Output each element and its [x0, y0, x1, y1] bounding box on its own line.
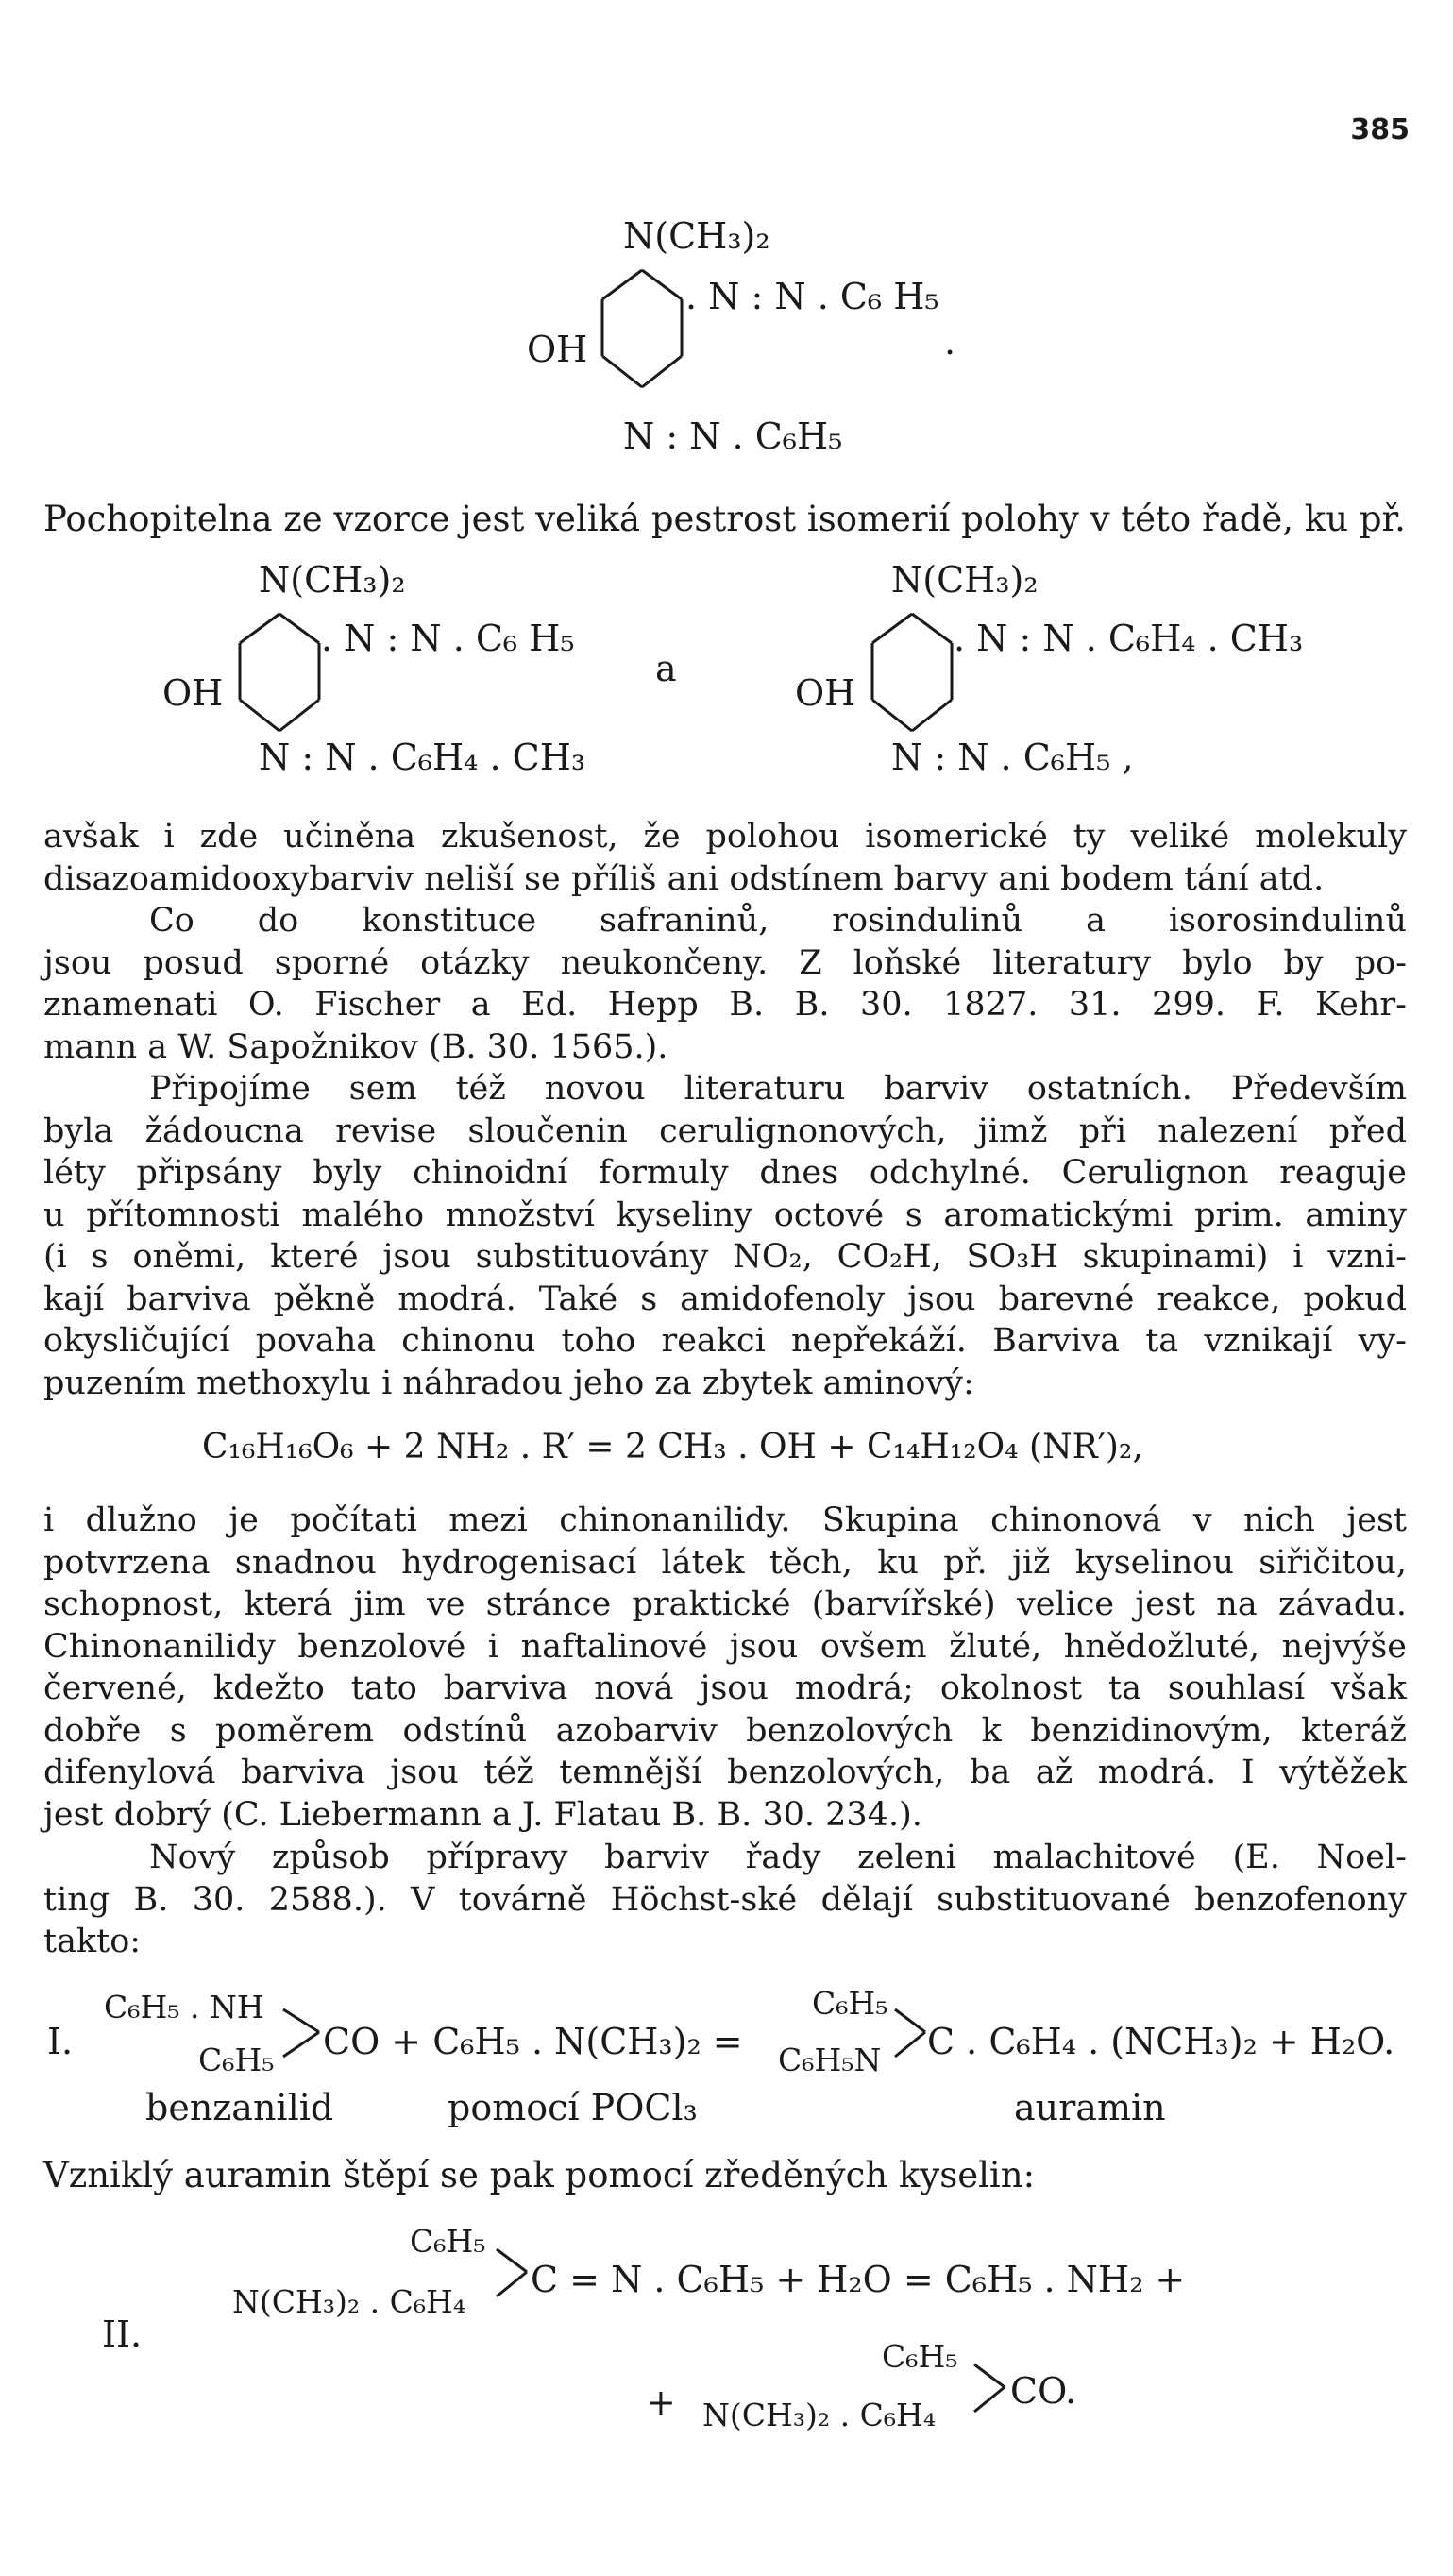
paragraph-2 [43, 816, 1407, 900]
text-line: puzením methoxylu i náhradou jeho za zbytek aminový: [43, 1364, 974, 1402]
text-line: byla žádoucna revise sloučenin cerulignonových, jimž při nalezení před [43, 1111, 1407, 1150]
reaction-1-label-reagent: pomocí POCl₃ [448, 2087, 698, 2128]
struct2-top: N(CH₃)₂ [259, 559, 406, 601]
paragraph-3 [43, 900, 1407, 1068]
reaction-1-label-product: auramin [1014, 2087, 1166, 2128]
struct1-dot: . [944, 321, 956, 363]
text-line: jsou posud sporné otázky neukončeny. Z loňské literatury bylo by po- [43, 943, 1407, 982]
reaction-2-line1-rest: C = N . C₆H₅ + H₂O = C₆H₅ . NH₂ + [531, 2259, 1186, 2300]
reaction-2-lhs-bottom: N(CH₃)₂ . C₆H₄ [232, 2283, 466, 2320]
struct1-bottom: N : N . C₆H₅ [623, 415, 843, 457]
reaction-2-product-plus: + [646, 2381, 676, 2423]
struct3-right: . N : N . C₆H₄ . CH₃ [954, 618, 1304, 659]
struct3-top: N(CH₃)₂ [891, 559, 1039, 601]
text-line: i dlužno je počítati mezi chinonanilidy. Skupina chinonová v nich jest [43, 1501, 1407, 1539]
text-line: léty připsány byly chinoidní formuly dnes odchylné. Cerulignon reaguje [43, 1154, 1407, 1192]
paragraph-6 [43, 1837, 1407, 1963]
struct2-right: . N : N . C₆ H₅ [321, 618, 575, 659]
reaction-2-product-top: C₆H₅ [882, 2338, 958, 2375]
reaction-1-rhs-top: C₆H₅ [812, 1985, 888, 2022]
struct1-left: OH [527, 329, 588, 370]
text-line: mann a W. Sapožnikov (B. 30. 1565.). [43, 1027, 668, 1066]
text-line: difenylová barviva jsou též temnější benzolových, ba až modrá. I výtěžek [43, 1754, 1407, 1791]
reaction-1-rhs-group: C . C₆H₄ . (NCH₃)₂ + H₂O. [927, 2021, 1395, 2062]
text-line: Chinonanilidy benzolové i naftalinové jsou ovšem žluté, hnědožluté, nejvýše [43, 1627, 1407, 1666]
text-line: Co do konstituce safraninů, rosindulinů a isorosindulinů [149, 902, 1407, 940]
struct3-bottom: N : N . C₆H₅ , [891, 737, 1134, 778]
text-line: Nový způsob přípravy barviv řady zeleni malachitové (E. Noel- [149, 1839, 1407, 1876]
text-line: (i s oněmi, které jsou substituovány NO₂, CO₂H, SO₃H skupinami) i vzni- [43, 1238, 1407, 1276]
reaction-1-rhs-bottom: C₆H₅N [778, 2042, 882, 2078]
text-line: disazoamidooxybarviv neliší se příliš ani odstínem barvy ani bodem tání atd. [43, 859, 1325, 898]
reaction-2-product-bracket [972, 2361, 1010, 2417]
struct1-right: . N : N . C₆ H₅ [685, 276, 939, 317]
conjunction-a: a [655, 648, 677, 689]
reaction-1-label-benzanilid: benzanilid [145, 2087, 334, 2128]
text-line: dobře s poměrem odstínů azobarviv benzolových k benzidinovým, kteráž [43, 1711, 1407, 1750]
paragraph-4 [43, 1068, 1407, 1404]
reaction-1-lhs-bottom: C₆H₅ [198, 2042, 275, 2078]
paragraph-7 [43, 2155, 1407, 2197]
struct3-left: OH [795, 672, 856, 714]
page-number: 385 [1350, 113, 1410, 146]
text-line: ting B. 30. 2588.). V továrně Höchst-ské dělají substituované benzofenony [43, 1880, 1407, 1919]
equation-1: C₁₆H₁₆O₆ + 2 NH₂ . R′ = 2 CH₃ . OH + C₁₄H₁₂O₄ (NR′)₂, [202, 1428, 1143, 1466]
text-line: Vzniklý auramin štěpí se pak pomocí zředěných kyselin: [43, 2155, 1036, 2195]
text-line: Pochopitelna ze vzorce jest veliká pestrost isomerií polohy v této řadě, ku př. [43, 499, 1406, 539]
reaction-1-lhs-bracket [281, 2006, 323, 2062]
reaction-1-lhs-group: CO + C₆H₅ . N(CH₃)₂ = [323, 2021, 743, 2062]
reaction-2-lhs-top: C₆H₅ [410, 2223, 486, 2260]
reaction-1-lhs-top: C₆H₅ . NH [104, 1989, 264, 2025]
struct2-left: OH [162, 672, 224, 714]
struct2-bottom: N : N . C₆H₄ . CH₃ [259, 737, 586, 778]
text-line: u přítomnosti malého množství kyseliny octové s aromatickými prim. aminy [43, 1195, 1407, 1234]
paragraph-5 [43, 1500, 1407, 1836]
text-line: avšak i zde učiněna zkušenost, že polohou isomerické ty veliké molekuly [43, 818, 1407, 856]
reaction-1-rhs-bracket [893, 2006, 931, 2062]
reaction-2-numeral: II. [102, 2313, 143, 2355]
text-line: Připojíme sem též novou literaturu barviv ostatních. Především [149, 1070, 1407, 1108]
struct1-ring [595, 266, 699, 398]
text-line: potvrzena snadnou hydrogenisací látek těch, ku př. již kyselinou siřičitou, [43, 1543, 1407, 1582]
text-line: okysličující povaha chinonu toho reakci nepřekáží. Barviva ta vznikají vy- [43, 1322, 1407, 1360]
text-line: znamenati O. Fischer a Ed. Hepp B. B. 30. 1827. 31. 299. F. Kehr- [43, 986, 1407, 1024]
text-line: schopnost, která jim ve stránce praktické (barvířské) velice jest na závadu. [43, 1585, 1407, 1623]
text-line: kají barviva pěkně modrá. Také s amidofenoly jsou barevné reakce, pokud [43, 1280, 1407, 1318]
text-line: jest dobrý (C. Liebermann a J. Flatau B. B. 30. 234.). [43, 1795, 922, 1834]
reaction-2-lhs-bracket [495, 2246, 532, 2302]
paragraph-1 [43, 499, 1407, 541]
reaction-1-numeral: I. [47, 2021, 74, 2062]
reaction-2-product-bottom: N(CH₃)₂ . C₆H₄ [702, 2397, 937, 2433]
struct1-top: N(CH₃)₂ [623, 215, 770, 257]
reaction-2-product-group: CO. [1010, 2370, 1077, 2412]
text-line: červené, kdežto tato barviva nová jsou modrá; okolnost ta souhlasí však [43, 1669, 1407, 1707]
text-line: takto: [43, 1923, 142, 1960]
